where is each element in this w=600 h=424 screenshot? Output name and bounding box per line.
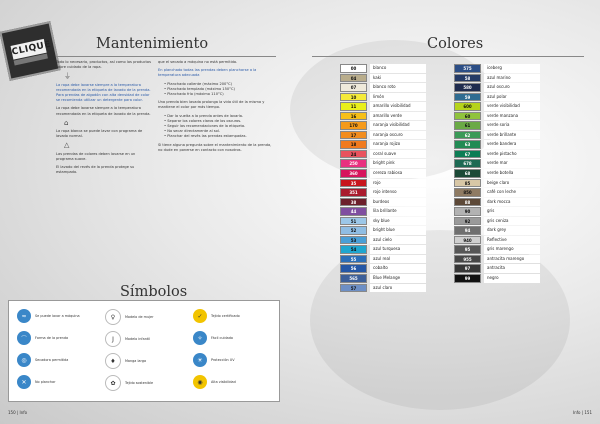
symbol-item (105, 331, 173, 347)
symbol-label: No planchar (35, 379, 56, 384)
care-bullets (164, 114, 276, 140)
color-name: azul real (370, 255, 426, 264)
color-name: naranja oscuro (370, 131, 426, 140)
color-swatch: 07 (340, 83, 367, 92)
color-swatch: 940 (454, 236, 481, 245)
color-swatch: 90 (454, 207, 481, 216)
color-name: naranja visibilidad (370, 121, 426, 130)
color-swatch: 575 (454, 64, 481, 73)
maint-paragraph: Una prenda bien lavada prolonga la vida útil de la misma y mantiene el color por más tiempo. (158, 100, 265, 110)
no-bleach-icon: △ (64, 141, 70, 150)
color-name: verde manzana (484, 112, 540, 121)
ironing-list (164, 82, 276, 98)
color-row (454, 226, 540, 235)
symbol-label: Modelo infantil (125, 336, 151, 341)
color-swatch: 85 (454, 179, 481, 188)
brand-logo (0, 21, 61, 81)
color-swatch: 58 (454, 74, 481, 83)
color-row (454, 264, 540, 273)
color-row (340, 150, 426, 159)
color-row (340, 188, 426, 197)
color-name: naranja rojizo (370, 140, 426, 149)
color-name: azul claro (370, 284, 426, 293)
symbols-box (8, 300, 280, 402)
color-swatch: 04 (340, 74, 367, 83)
color-name: verde visibilidad (484, 102, 540, 111)
color-row (340, 274, 426, 283)
wash-icon: ≈ (17, 309, 31, 323)
info-list-title: En planchado todas las prendas deben plancharse a la temperatura adecuada (158, 68, 257, 78)
color-name: azul polar (484, 93, 540, 102)
symbol-label: Tejido sostenible (125, 380, 154, 385)
maintenance-title: Mantenimiento (96, 36, 209, 52)
logo-text: CLIQUE (10, 39, 52, 58)
symbol-item (17, 375, 83, 389)
color-swatch: 360 (340, 169, 367, 178)
color-row (340, 140, 426, 149)
color-swatch: 67 (454, 150, 481, 159)
color-row (454, 179, 540, 188)
color-row (340, 93, 426, 102)
color-row (454, 74, 540, 83)
oeko-icon: ✓ (193, 309, 207, 323)
color-row (340, 255, 426, 264)
maintenance-column-1 (56, 60, 152, 178)
female-icon: ♀ (105, 309, 121, 325)
color-row (454, 198, 540, 207)
color-row (340, 236, 426, 245)
color-name: Blue Melange (370, 274, 426, 283)
symbol-item (193, 331, 259, 345)
color-row (340, 159, 426, 168)
color-swatch: 10 (340, 93, 367, 102)
color-row (340, 217, 426, 226)
color-swatch: 53 (340, 236, 367, 245)
color-row (340, 264, 426, 273)
color-swatch: 850 (454, 188, 481, 197)
color-swatch: 88 (454, 198, 481, 207)
color-name: verde mar (484, 159, 540, 168)
list-item: • Dar la vuelta a la prenda antes de lavarla. (164, 114, 276, 119)
symbol-item (105, 309, 173, 325)
color-row (454, 102, 540, 111)
color-swatch: 24 (340, 150, 367, 159)
color-row (340, 121, 426, 130)
color-row (340, 226, 426, 235)
maint-blue-paragraph: La ropa debe lavarse siempre a la temperatura recomendada en la etiqueta de lavado de la prenda. Para prendas de algodón con alta densidad de color se recomienda utilizar un detergente para color. (56, 82, 151, 103)
symbol-label: Alta visibilidad (211, 379, 236, 384)
color-swatch: 38 (340, 198, 367, 207)
maint-paragraph: La ropa blanca se puede lavar con programa de lavado normal. (56, 129, 143, 139)
symbol-item (17, 331, 83, 345)
cross-icon: ✕ (17, 375, 31, 389)
uv-icon: ☀ (193, 353, 207, 367)
color-name: verde pistacho (484, 150, 540, 159)
list-item: • Separar los colores claros de los oscuros. (164, 119, 276, 124)
color-row (454, 217, 540, 226)
color-swatch: 56 (340, 264, 367, 273)
color-name: antracita marengo (484, 255, 540, 264)
color-name: rojo intenso (370, 188, 426, 197)
page-number-left: 150 | Info (8, 410, 28, 415)
color-name: azul marino (484, 74, 540, 83)
symbol-item (193, 353, 259, 367)
iron-icon: ⌂ (64, 118, 69, 127)
color-row (454, 150, 540, 159)
color-swatch: 55 (340, 255, 367, 264)
color-row (340, 131, 426, 140)
color-row (454, 188, 540, 197)
flower-icon: ✿ (105, 375, 121, 391)
color-name: blanco roto (370, 83, 426, 92)
list-item: • Planchado templado (máximo 150°C) (164, 87, 276, 92)
color-name: sky blue (370, 217, 426, 226)
color-name: antracita (484, 264, 540, 273)
color-row (454, 121, 540, 130)
symbol-label: Fácil cuidado (211, 335, 233, 340)
color-row (454, 255, 540, 264)
color-name: amarillo visibilidad (370, 102, 426, 111)
color-swatch: 94 (454, 226, 481, 235)
color-row (340, 83, 426, 92)
symbol-label: Se puede lavar a máquina (35, 313, 80, 318)
maint-paragraph: Las prendas de colores deben lavarse en un programa suave. (56, 151, 136, 161)
list-item: • Planchado caliente (máximo 200°C) (164, 82, 276, 87)
maint-paragraph: El lavado del revés de la prenda protege su estampado. (56, 165, 135, 175)
color-name: café con leche (484, 188, 540, 197)
color-row (340, 64, 426, 73)
color-name: lila brillante (370, 207, 426, 216)
color-row (340, 102, 426, 111)
color-swatch: 57 (340, 284, 367, 293)
colors-title: Colores (427, 36, 484, 52)
color-row (340, 169, 426, 178)
symbol-label: Manga larga (125, 358, 147, 363)
maint-intro: que el secado a máquina no está permitido. (158, 60, 238, 64)
color-swatch: 170 (340, 121, 367, 130)
color-row (340, 112, 426, 121)
symbol-item (17, 309, 83, 323)
color-name: cobalto (370, 264, 426, 273)
color-name: azul turquesa (370, 245, 426, 254)
color-name: cereza rabiosa (370, 169, 426, 178)
list-item: • Seguir las recomendaciones de la etiqueta. (164, 124, 276, 129)
color-swatch: 62 (454, 131, 481, 140)
color-name: iceberg (484, 64, 540, 73)
color-swatch: 59 (454, 93, 481, 102)
symbol-item (17, 353, 83, 367)
title-rule (56, 56, 276, 57)
color-name: dark mocca (484, 198, 540, 207)
symbol-item (193, 309, 259, 323)
color-name: Reflective (484, 236, 540, 245)
color-name: verde brillante (484, 131, 540, 140)
color-row (454, 245, 540, 254)
color-name: blanco (370, 64, 426, 73)
color-swatch: 68 (454, 169, 481, 178)
list-item: • No secar directamente al sol. (164, 129, 276, 134)
color-name: bright pink (370, 159, 426, 168)
color-swatch: 97 (454, 264, 481, 273)
color-name: gris marengo (484, 245, 540, 254)
color-name: gris (484, 207, 540, 216)
color-row (454, 64, 540, 73)
color-name: verde soria (484, 121, 540, 130)
symbol-item (105, 375, 173, 391)
symbols-title: Símbolos (120, 284, 188, 300)
symbol-label: Secadora permitida (35, 357, 69, 362)
color-row (454, 93, 540, 102)
color-row (454, 159, 540, 168)
color-row (454, 131, 540, 140)
color-swatch: 16 (340, 112, 367, 121)
color-name: negro (484, 274, 540, 283)
color-row (340, 198, 426, 207)
color-swatch: 99 (454, 274, 481, 283)
color-name: gris ceniza (484, 217, 540, 226)
symbol-item (193, 375, 259, 389)
color-swatch: 351 (340, 188, 367, 197)
symbol-item (105, 353, 173, 369)
wash-40-icon: ⏚ (64, 72, 71, 81)
color-name: verde botella (484, 169, 540, 178)
color-name: rojo (370, 179, 426, 188)
color-name: burdeos (370, 198, 426, 207)
color-name: kaki (370, 74, 426, 83)
color-row (454, 83, 540, 92)
symbol-label: Modelo de mujer (125, 314, 154, 319)
color-row (340, 245, 426, 254)
color-row (454, 236, 540, 245)
color-swatch: 95 (454, 245, 481, 254)
color-swatch: 955 (454, 255, 481, 264)
color-row (454, 207, 540, 216)
color-row (340, 284, 426, 293)
symbol-label: Forma de la prenda (35, 335, 69, 340)
color-swatch: 678 (454, 159, 481, 168)
color-swatch: 44 (340, 207, 367, 216)
color-name: limón (370, 93, 426, 102)
easy-care-icon: ✧ (193, 331, 207, 345)
color-swatch: 600 (454, 102, 481, 111)
color-swatch: 565 (340, 274, 367, 283)
color-row (340, 179, 426, 188)
color-name: bright blue (370, 226, 426, 235)
color-swatch: 250 (340, 159, 367, 168)
color-row (454, 140, 540, 149)
color-swatch: 17 (340, 131, 367, 140)
color-swatch: 52 (340, 226, 367, 235)
color-table-left (340, 64, 426, 293)
tumble-icon: ◎ (17, 353, 31, 367)
color-swatch: 00 (340, 64, 367, 73)
color-swatch: 35 (340, 179, 367, 188)
maint-closing: Si tiene alguna pregunta sobre el mantenimiento de la prenda, no dude en ponerse en contacto con nosotros. (158, 142, 272, 152)
maintenance-column-2 (158, 60, 276, 156)
maint-paragraph: La ropa debe lavarse siempre a la temperatura recomendada en la etiqueta de lavado de la prenda. (56, 106, 151, 116)
color-swatch: 61 (454, 121, 481, 130)
color-name: azul cielo (370, 236, 426, 245)
color-swatch: 92 (454, 217, 481, 226)
color-row (340, 207, 426, 216)
color-swatch: 580 (454, 83, 481, 92)
title-rule (312, 56, 584, 57)
shirt-icon: ♦ (105, 353, 121, 369)
color-swatch: 18 (340, 140, 367, 149)
hanger-icon: ⌒ (17, 331, 31, 345)
color-row (454, 274, 540, 283)
list-item: • Planchado frío (máximo 110°C) (164, 92, 276, 97)
symbol-label: Tejido certificado (211, 313, 240, 318)
color-name: beige claro (484, 179, 540, 188)
symbol-label: Protección UV (211, 357, 235, 362)
color-name: dark grey (484, 226, 540, 235)
color-swatch: 60 (454, 112, 481, 121)
color-swatch: 63 (454, 140, 481, 149)
visibility-icon: ◉ (193, 375, 207, 389)
maint-paragraph: Todo lo necesario, productos, así como los productos sobre cuidado de la ropa. (56, 60, 151, 70)
color-row (340, 74, 426, 83)
color-row (454, 112, 540, 121)
color-swatch: 11 (340, 102, 367, 111)
color-swatch: 54 (340, 245, 367, 254)
color-name: azul oscuro (484, 83, 540, 92)
color-swatch: 51 (340, 217, 367, 226)
junior-icon: J (105, 331, 121, 347)
color-table-right (454, 64, 540, 284)
color-name: coral suave (370, 150, 426, 159)
color-row (454, 169, 540, 178)
color-name: amarillo verde (370, 112, 426, 121)
list-item: • Planchar del revés las prendas estampadas. (164, 134, 276, 139)
color-name: verde bandera (484, 140, 540, 149)
page-number-right: Info | 151 (572, 410, 592, 415)
